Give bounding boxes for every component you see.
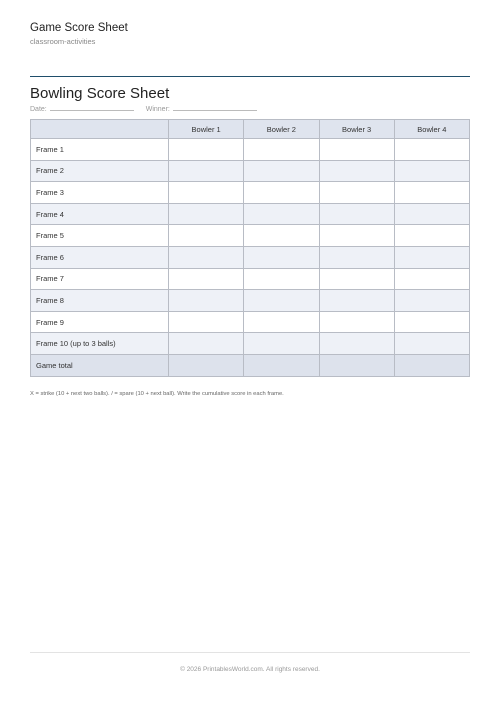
score-cell-bowler-2[interactable]: [244, 225, 319, 247]
score-cell-bowler-2[interactable]: [244, 354, 319, 376]
score-cell-bowler-3[interactable]: [319, 268, 394, 290]
score-cell-bowler-3[interactable]: [319, 290, 394, 312]
column-header-bowler-1: Bowler 1: [169, 120, 244, 139]
frame-row: [31, 182, 470, 204]
score-cell-bowler-3[interactable]: [319, 311, 394, 333]
row-label: Frame 1: [31, 139, 169, 161]
score-cell-bowler-4[interactable]: [394, 354, 469, 376]
score-cell-bowler-4[interactable]: [394, 311, 469, 333]
row-label: Frame 6: [31, 246, 169, 268]
score-cell-bowler-1[interactable]: [169, 290, 244, 312]
row-label: Frame 7: [31, 268, 169, 290]
row-label: Frame 9: [31, 311, 169, 333]
frame-row: [31, 203, 470, 225]
scoring-note: X = strike (10 + next two balls). / = spare (10 + next ball). Write the cumulative score in each frame.: [30, 391, 284, 397]
score-cell-bowler-1[interactable]: [169, 311, 244, 333]
score-cell-bowler-3[interactable]: [319, 225, 394, 247]
document-title: Bowling Score Sheet: [30, 85, 170, 102]
footer-divider: [30, 652, 470, 653]
score-cell-bowler-2[interactable]: [244, 246, 319, 268]
score-cell-bowler-4[interactable]: [394, 268, 469, 290]
page-header: [30, 22, 128, 46]
date-blank-line[interactable]: [50, 104, 134, 111]
score-cell-bowler-3[interactable]: [319, 139, 394, 161]
score-cell-bowler-2[interactable]: [244, 139, 319, 161]
score-cell-bowler-1[interactable]: [169, 160, 244, 182]
row-label: Frame 3: [31, 182, 169, 204]
score-cell-bowler-1[interactable]: [169, 182, 244, 204]
row-label: Frame 2: [31, 160, 169, 182]
score-cell-bowler-1[interactable]: [169, 225, 244, 247]
score-cell-bowler-1[interactable]: [169, 354, 244, 376]
score-cell-bowler-1[interactable]: [169, 203, 244, 225]
meta-fields: [30, 104, 257, 113]
winner-label: Winner:: [145, 106, 170, 113]
row-label: Frame 10 (up to 3 balls): [31, 333, 169, 355]
frame-row: [31, 268, 470, 290]
score-cell-bowler-1[interactable]: [169, 268, 244, 290]
frame-row: [31, 333, 470, 355]
winner-field[interactable]: [146, 104, 257, 113]
score-cell-bowler-4[interactable]: [394, 290, 469, 312]
score-cell-bowler-3[interactable]: [319, 333, 394, 355]
score-cell-bowler-4[interactable]: [394, 182, 469, 204]
score-cell-bowler-2[interactable]: [244, 333, 319, 355]
frame-row: [31, 246, 470, 268]
frame-row: [31, 290, 470, 312]
score-cell-bowler-3[interactable]: [319, 203, 394, 225]
score-cell-bowler-4[interactable]: [394, 246, 469, 268]
score-cell-bowler-2[interactable]: [244, 182, 319, 204]
frame-row: [31, 139, 470, 161]
score-cell-bowler-4[interactable]: [394, 203, 469, 225]
score-cell-bowler-1[interactable]: [169, 246, 244, 268]
row-label: Frame 5: [31, 225, 169, 247]
score-cell-bowler-4[interactable]: [394, 139, 469, 161]
score-table: [30, 119, 470, 377]
site-title: Game Score Sheet: [30, 22, 128, 34]
date-field[interactable]: [30, 104, 134, 113]
frame-row: [31, 225, 470, 247]
frame-row: [31, 311, 470, 333]
score-cell-bowler-4[interactable]: [394, 225, 469, 247]
score-cell-bowler-1[interactable]: [169, 333, 244, 355]
score-cell-bowler-2[interactable]: [244, 290, 319, 312]
corner-cell: [31, 120, 169, 139]
total-row: [31, 354, 470, 376]
copyright-text: © 2026 PrintablesWorld.com. All rights reserved.: [180, 666, 320, 673]
score-cell-bowler-2[interactable]: [244, 268, 319, 290]
score-cell-bowler-1[interactable]: [169, 139, 244, 161]
table-header-row: [31, 120, 470, 139]
column-header-bowler-2: Bowler 2: [244, 120, 319, 139]
score-cell-bowler-4[interactable]: [394, 160, 469, 182]
frame-row: [31, 160, 470, 182]
score-cell-bowler-2[interactable]: [244, 203, 319, 225]
row-label: Frame 4: [31, 203, 169, 225]
row-label: Game total: [31, 354, 169, 376]
row-label: Frame 8: [31, 290, 169, 312]
score-cell-bowler-3[interactable]: [319, 354, 394, 376]
column-header-bowler-3: Bowler 3: [319, 120, 394, 139]
category-label: classroom-activities: [30, 37, 96, 46]
score-cell-bowler-4[interactable]: [394, 333, 469, 355]
score-cell-bowler-2[interactable]: [244, 311, 319, 333]
score-cell-bowler-3[interactable]: [319, 182, 394, 204]
winner-blank-line[interactable]: [173, 104, 257, 111]
header-divider: [30, 76, 470, 77]
score-cell-bowler-2[interactable]: [244, 160, 319, 182]
date-label: Date:: [30, 106, 47, 113]
score-cell-bowler-3[interactable]: [319, 160, 394, 182]
score-cell-bowler-3[interactable]: [319, 246, 394, 268]
column-header-bowler-4: Bowler 4: [394, 120, 469, 139]
